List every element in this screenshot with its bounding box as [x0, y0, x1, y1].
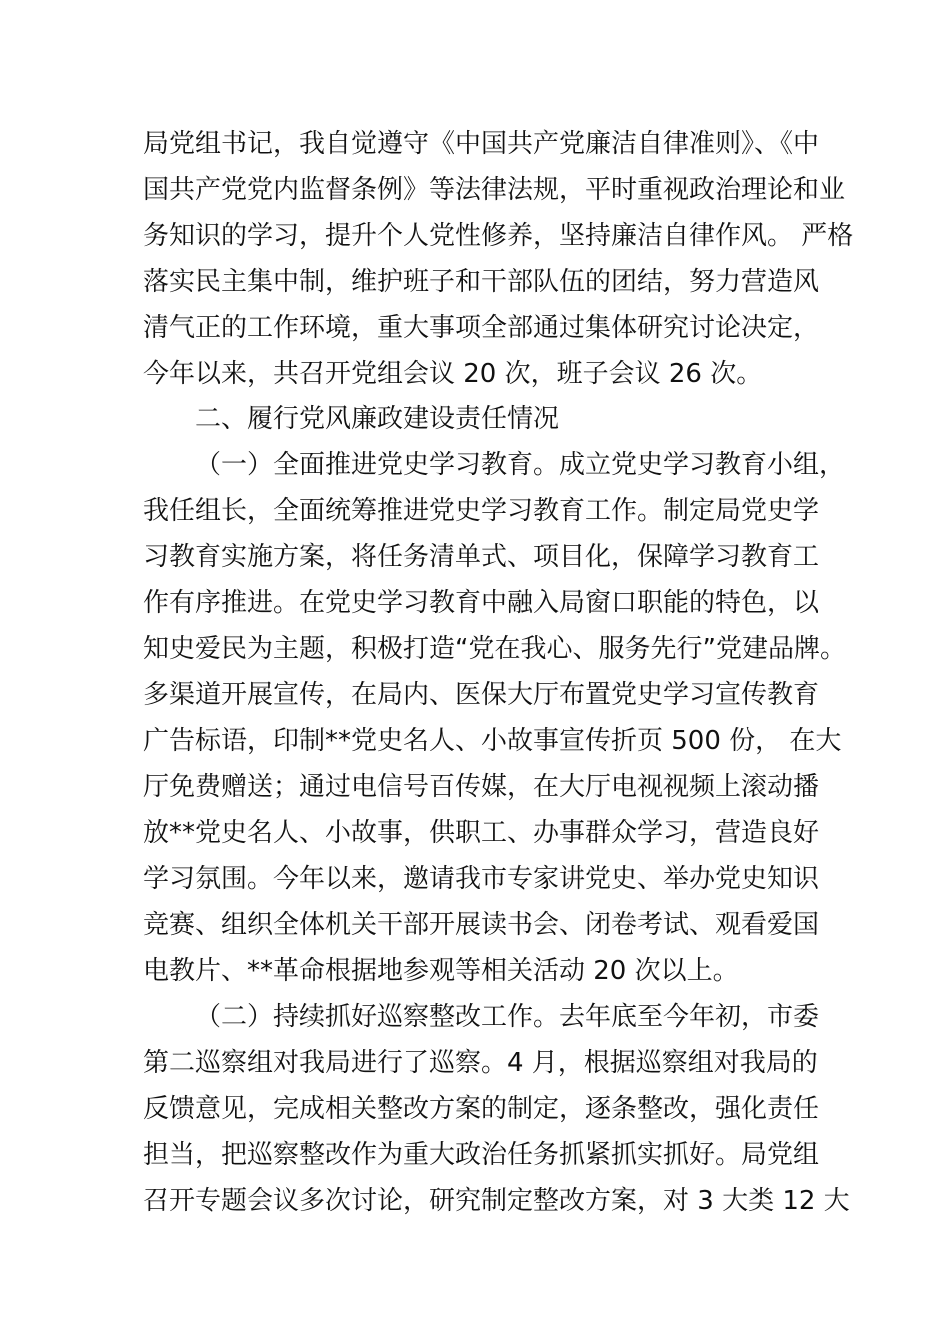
text-line: 厅免费赠送；通过电信号百传媒，在大厅电视视频上滚动播 — [143, 772, 820, 802]
text-line: 我任组长，全面统筹推进党史学习教育工作。制定局党史学 — [143, 496, 820, 526]
text-line: 召开专题会议多次讨论，研究制定整改方案，对 3 大类 12 大 — [143, 1186, 850, 1216]
text-line: （二）持续抓好巡察整改工作。去年底至今年初，市委 — [195, 1002, 820, 1032]
text-line: 放**党史名人、小故事，供职工、办事群众学习，营造良好 — [143, 818, 820, 848]
text-line: 学习氛围。今年以来，邀请我市专家讲党史、举办党史知识 — [143, 864, 820, 894]
text-line: 多渠道开展宣传，在局内、医保大厅布置党史学习宣传教育 — [143, 680, 820, 710]
text-line: 第二巡察组对我局进行了巡察。4 月，根据巡察组对我局的 — [143, 1048, 818, 1078]
text-line: 习教育实施方案，将任务清单式、项目化，保障学习教育工 — [143, 542, 820, 572]
text-line: 竞赛、组织全体机关干部开展读书会、闭卷考试、观看爱国 — [143, 910, 820, 940]
text-line: 务知识的学习，提升个人党性修养，坚持廉洁自律作风。 严格 — [143, 221, 854, 251]
section-heading: 二、履行党风廉政建设责任情况 — [195, 404, 560, 434]
text-line: 作有序推进。在党史学习教育中融入局窗口职能的特色，以 — [143, 588, 820, 618]
text-line: 知史爱民为主题，积极打造“党在我心、服务先行”党建品牌。 — [143, 634, 846, 664]
text-line: 国共产党党内监督条例》等法律法规，平时重视政治理论和业 — [143, 175, 846, 205]
text-line: 电教片、**革命根据地参观等相关活动 20 次以上。 — [143, 956, 739, 986]
text-line: 清气正的工作环境，重大事项全部通过集体研究讨论决定， — [143, 313, 820, 343]
text-line: 局党组书记，我自觉遵守《中国共产党廉洁自律准则》、《中 — [143, 129, 820, 159]
text-line: 反馈意见，完成相关整改方案的制定，逐条整改，强化责任 — [143, 1094, 820, 1124]
text-line: 今年以来，共召开党组会议 20 次，班子会议 26 次。 — [143, 359, 763, 389]
text-line: 广告标语，印制**党史名人、小故事宣传折页 500 份， 在大 — [143, 726, 842, 756]
text-line: （一）全面推进党史学习教育。成立党史学习教育小组， — [195, 450, 846, 480]
text-line: 落实民主集中制，维护班子和干部队伍的团结，努力营造风 — [143, 267, 820, 297]
text-line: 担当，把巡察整改作为重大政治任务抓紧抓实抓好。局党组 — [143, 1140, 820, 1170]
